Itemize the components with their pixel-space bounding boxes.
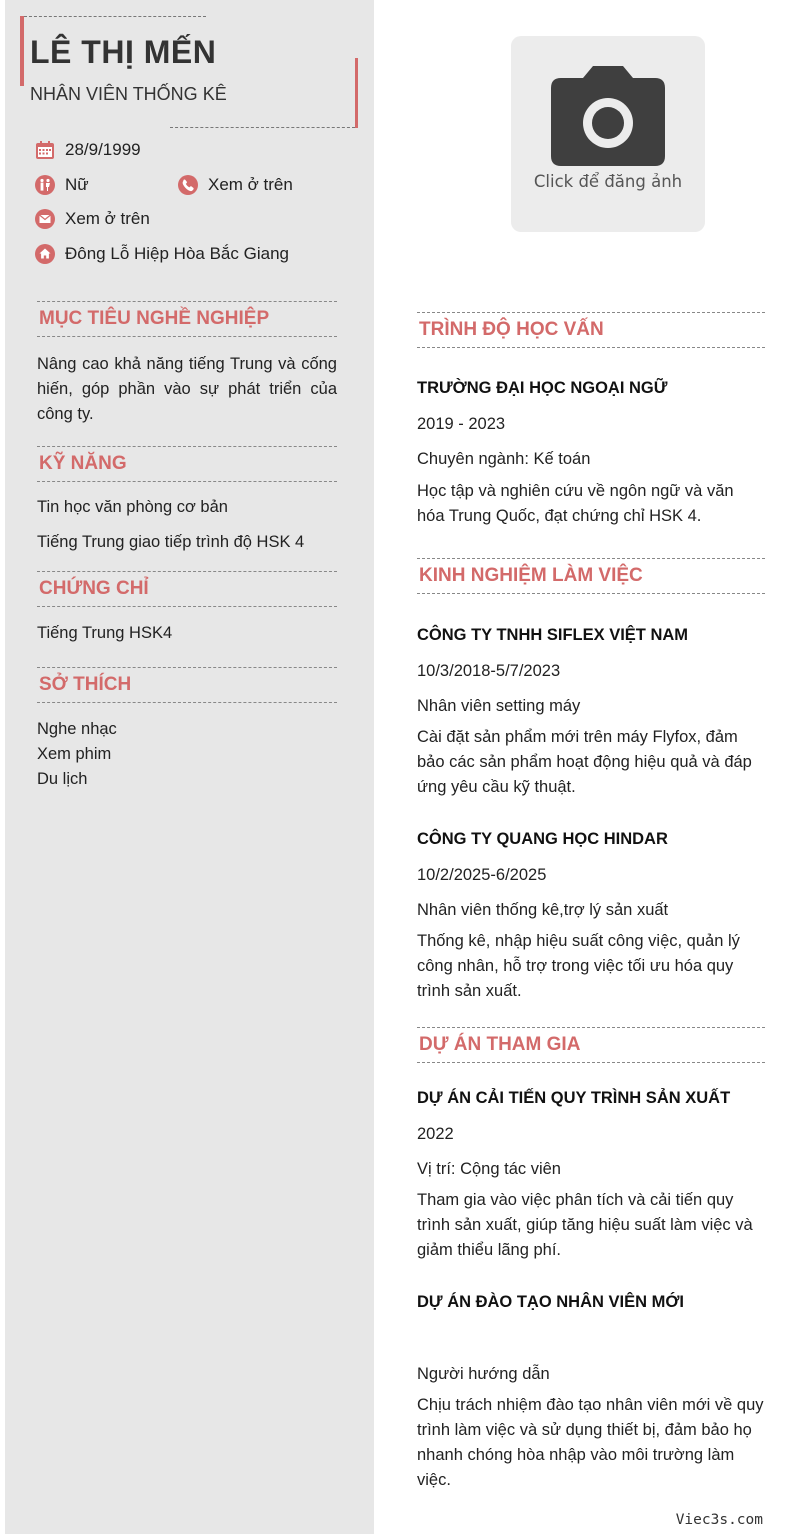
phone-value[interactable]: Xem ở trên — [208, 175, 293, 194]
gender-row — [35, 175, 89, 195]
project-description[interactable]: Chịu trách nhiệm đào tạo nhân viên mới về quy trình làm việc và sử dụng thiết bị, đảm bảo họ nhanh chóng hòa nhập vào môi trường làm việc. — [417, 1396, 764, 1489]
full-name[interactable]: LÊ THỊ MẾN — [30, 34, 217, 70]
school-name[interactable]: TRƯỜNG ĐẠI HỌC NGOẠI NGỮ — [417, 379, 668, 397]
project-name[interactable]: DỰ ÁN CẢI TIẾN QUY TRÌNH SẢN XUẤT — [417, 1089, 731, 1107]
hobbies-section — [37, 667, 337, 792]
section-title[interactable]: DỰ ÁN THAM GIA — [417, 1027, 765, 1063]
photo-caption: Click để đăng ảnh — [533, 172, 683, 191]
project-role[interactable]: Người hướng dẫn — [417, 1365, 550, 1383]
certificate-item[interactable]: Tiếng Trung HSK4 — [37, 624, 173, 642]
project-year[interactable]: 2022 — [417, 1125, 454, 1143]
certificates-section — [37, 571, 337, 643]
phone-row — [178, 175, 293, 195]
hobby-item[interactable]: Xem phim — [37, 745, 112, 763]
hobby-item[interactable]: Nghe nhạc — [37, 720, 117, 738]
company-name[interactable]: CÔNG TY TNHH SIFLEX VIỆT NAM — [417, 626, 689, 644]
education-major[interactable]: Chuyên ngành: Kế toán — [417, 450, 591, 468]
phone-icon — [178, 175, 198, 195]
gender-value[interactable]: Nữ — [65, 175, 89, 194]
education-section — [417, 312, 765, 529]
accent-bar-right — [355, 58, 358, 128]
job-title[interactable]: NHÂN VIÊN THỐNG KÊ — [30, 84, 227, 104]
gender-icon — [35, 175, 55, 195]
objective-text[interactable]: Nâng cao khả năng tiếng Trung và cống hiến, góp phần vào sự phát triển của công ty. — [37, 355, 337, 423]
home-icon — [35, 244, 55, 264]
skill-item[interactable]: Tiếng Trung giao tiếp trình độ HSK 4 — [37, 533, 305, 551]
projects-section — [417, 1027, 765, 1493]
birthday-value[interactable]: 28/9/1999 — [65, 140, 141, 159]
photo-upload[interactable] — [511, 36, 705, 232]
accent-bar-left — [20, 16, 24, 86]
experience-section — [417, 558, 765, 1004]
section-title[interactable]: KINH NGHIỆM LÀM VIỆC — [417, 558, 765, 594]
job-description[interactable]: Thống kê, nhập hiệu suất công việc, quản lý công nhân, hỗ trợ trong việc tối ưu hóa quy trình sản xuất. — [417, 932, 740, 1000]
calendar-icon — [35, 140, 55, 160]
skill-item[interactable]: Tin học văn phòng cơ bản — [37, 498, 228, 516]
footer-brand[interactable]: Viec3s.com — [675, 1512, 763, 1528]
skills-section — [37, 446, 337, 552]
education-period[interactable]: 2019 - 2023 — [417, 415, 506, 433]
divider-top — [24, 16, 206, 17]
job-description[interactable]: Cài đặt sản phẩm mới trên máy Flyfox, đảm bảo các sản phẩm hoạt động hiệu quả và đáp ứng yêu cầu kỹ thuật. — [417, 728, 752, 796]
objective-section — [37, 301, 337, 427]
name-block — [20, 16, 358, 128]
project-role[interactable]: Vị trí: Cộng tác viên — [417, 1160, 561, 1178]
address-row — [35, 244, 289, 264]
project-name[interactable]: DỰ ÁN ĐÀO TẠO NHÂN VIÊN MỚI — [417, 1293, 685, 1311]
job-role[interactable]: Nhân viên setting máy — [417, 697, 581, 715]
camera-icon — [549, 64, 667, 166]
section-title[interactable]: CHỨNG CHỈ — [37, 571, 337, 607]
birthday-row — [35, 140, 141, 160]
address-value[interactable]: Đông Lỗ Hiệp Hòa Bắc Giang — [65, 244, 289, 263]
project-description[interactable]: Tham gia vào việc phân tích và cải tiến quy trình sản xuất, giúp tăng hiệu suất làm việc và giảm thiểu lãng phí. — [417, 1191, 753, 1259]
job-role[interactable]: Nhân viên thống kê,trợ lý sản xuất — [417, 901, 669, 919]
education-description[interactable]: Học tập và nghiên cứu về ngôn ngữ và văn hóa Trung Quốc, đạt chứng chỉ HSK 4. — [417, 482, 734, 525]
email-row — [35, 209, 150, 229]
section-title[interactable]: MỤC TIÊU NGHỀ NGHIỆP — [37, 301, 337, 337]
section-title[interactable]: TRÌNH ĐỘ HỌC VẤN — [417, 312, 765, 348]
email-value[interactable]: Xem ở trên — [65, 209, 150, 228]
envelope-icon — [35, 209, 55, 229]
job-period[interactable]: 10/3/2018-5/7/2023 — [417, 662, 561, 680]
company-name[interactable]: CÔNG TY QUANG HỌC HINDAR — [417, 830, 668, 848]
divider-bottom — [170, 127, 355, 128]
job-period[interactable]: 10/2/2025-6/2025 — [417, 866, 547, 884]
section-title[interactable]: SỞ THÍCH — [37, 667, 337, 703]
section-title[interactable]: KỸ NĂNG — [37, 446, 337, 482]
hobby-item[interactable]: Du lịch — [37, 770, 88, 788]
